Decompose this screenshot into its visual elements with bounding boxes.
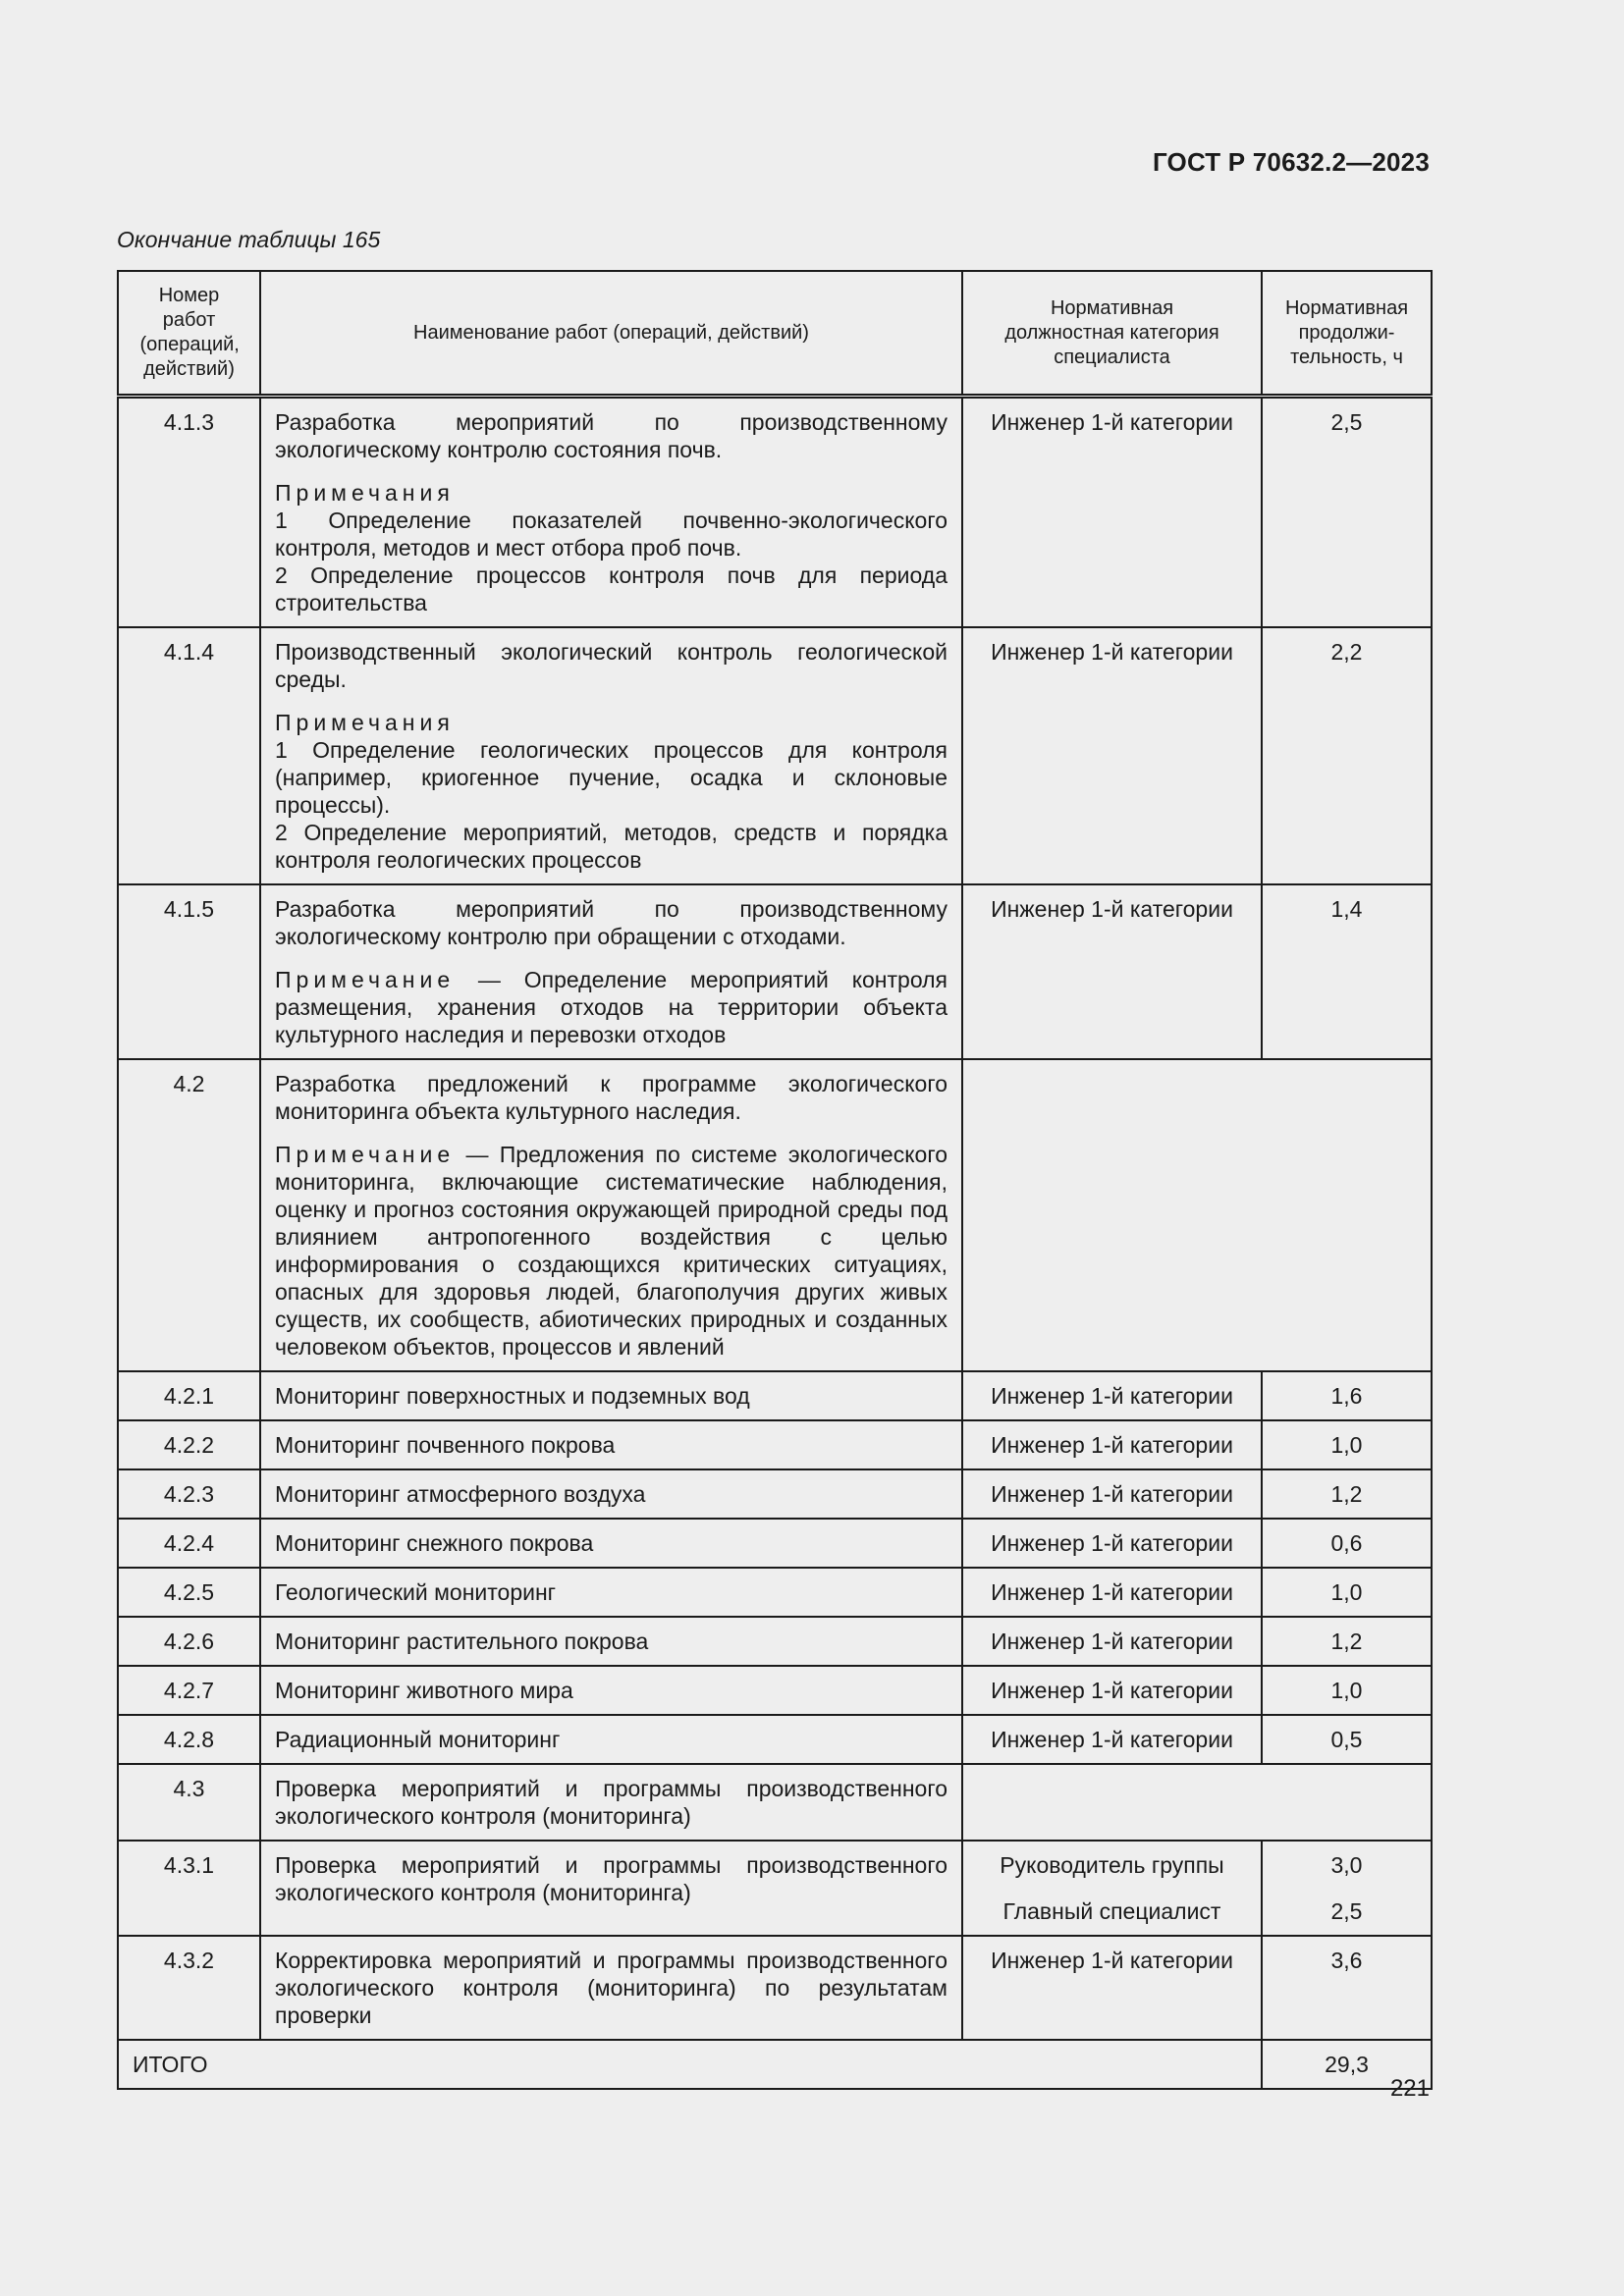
row-duration: 1,2 (1262, 1469, 1432, 1519)
column-header-number-text: Номер работ (операций, действий) (139, 285, 240, 380)
row-category: Инженер 1-й категории (962, 1715, 1262, 1764)
row-duration: 1,6 (1262, 1371, 1432, 1420)
row-category: Инженер 1-й категории (962, 1617, 1262, 1666)
note-text: — Предложения по системе экологического мониторинга, включающие систематические наблюдения, оценку и прогноз состояния окружающей природной среды под влиянием антропогенного воздействия с целью информирования о создающихся критических ситуациях, опасных для здоровья людей, благополучия других живых существ, их сообществ, абиотических природных и созданных человеком объектов, процессов и явлений (275, 1142, 947, 1360)
row-category: Инженер 1-й категории (962, 1666, 1262, 1715)
row-number: 4.3 (118, 1764, 260, 1841)
row-category: Инженер 1-й категории (962, 1519, 1262, 1568)
norms-table (117, 270, 1433, 2090)
note (275, 1141, 947, 1361)
column-header-category-text: Нормативная должностная категория специалиста (1004, 296, 1219, 368)
row-name (260, 627, 962, 884)
row-number: 4.2.3 (118, 1469, 260, 1519)
table-row-section (118, 1764, 1432, 1841)
table-row (118, 1715, 1432, 1764)
work-title: Разработка мероприятий по производственному экологическому контролю при обращении с отходами. (275, 896, 947, 949)
row-number: 4.2.5 (118, 1568, 260, 1617)
column-header-number (118, 271, 260, 397)
page-number: 221 (1389, 2075, 1430, 2102)
row-category: Инженер 1-й категории (962, 884, 1262, 1059)
note-item: 2 Определение мероприятий, методов, средств и порядка контроля геологических процессов (275, 820, 947, 873)
work-title: Производственный экологический контроль геологической среды. (275, 639, 947, 692)
total-row (118, 2040, 1432, 2089)
row-name (260, 397, 962, 628)
row-name: Радиационный мониторинг (260, 1715, 962, 1764)
column-header-duration (1262, 271, 1432, 397)
row-category (962, 1841, 1262, 1936)
row-number: 4.2.7 (118, 1666, 260, 1715)
row-duration: 2,5 (1262, 397, 1432, 628)
row-duration: 1,0 (1262, 1420, 1432, 1469)
row-number: 4.2 (118, 1059, 260, 1371)
row-number: 4.2.6 (118, 1617, 260, 1666)
row-name (260, 884, 962, 1059)
row-number: 4.1.5 (118, 884, 260, 1059)
document-id: ГОСТ Р 70632.2—2023 (1152, 147, 1430, 177)
row-number: 4.2.2 (118, 1420, 260, 1469)
row-number: 4.2.8 (118, 1715, 260, 1764)
table-row (118, 1469, 1432, 1519)
table-row (118, 1617, 1432, 1666)
table-row (118, 1420, 1432, 1469)
note (275, 966, 947, 1048)
row-number: 4.3.1 (118, 1841, 260, 1936)
column-header-name: Наименование работ (операций, действий) (260, 271, 962, 397)
row-duration: 1,0 (1262, 1568, 1432, 1617)
row-duration: 1,4 (1262, 884, 1432, 1059)
row-number: 4.2.4 (118, 1519, 260, 1568)
row-category: Инженер 1-й категории (962, 1420, 1262, 1469)
note-label: Примечания (275, 480, 455, 506)
table-row (118, 627, 1432, 884)
row-category: Инженер 1-й категории (962, 397, 1262, 628)
row-number: 4.3.2 (118, 1936, 260, 2040)
table-caption: Окончание таблицы 165 (117, 227, 381, 252)
row-name: Мониторинг почвенного покрова (260, 1420, 962, 1469)
table-row (118, 1666, 1432, 1715)
row-category: Инженер 1-й категории (962, 627, 1262, 884)
duration-line: 2,5 (1330, 1898, 1363, 1924)
work-title: Проверка мероприятий и программы производственного экологического контроля (мониторинга) (275, 1852, 947, 1905)
row-name: Мониторинг животного мира (260, 1666, 962, 1715)
table-row (118, 884, 1432, 1059)
row-name: Мониторинг атмосферного воздуха (260, 1469, 962, 1519)
row-empty-cell (962, 1764, 1432, 1841)
row-duration: 0,6 (1262, 1519, 1432, 1568)
note-item: 2 Определение процессов контроля почв для периода строительства (275, 562, 947, 615)
row-category: Инженер 1-й категории (962, 1936, 1262, 2040)
column-header-category (962, 271, 1262, 397)
row-category: Инженер 1-й категории (962, 1469, 1262, 1519)
note-label: Примечание (275, 967, 456, 992)
row-number: 4.1.3 (118, 397, 260, 628)
note-text: — Определение мероприятий контроля размещения, хранения отходов на территории объекта культурного наследия и перевозки отходов (275, 967, 947, 1047)
row-category: Инженер 1-й категории (962, 1568, 1262, 1617)
table-row (118, 1568, 1432, 1617)
row-number: 4.1.4 (118, 627, 260, 884)
row-duration: 0,5 (1262, 1715, 1432, 1764)
row-name (260, 1841, 962, 1936)
note-item: 1 Определение геологических процессов для контроля (например, криогенное пучение, осадка и склоновые процессы). (275, 737, 947, 818)
table-row-section (118, 1059, 1432, 1371)
row-name (260, 1059, 962, 1371)
category-line: Главный специалист (1002, 1898, 1221, 1924)
table-row (118, 1519, 1432, 1568)
table-row (118, 1841, 1432, 1936)
work-title: Разработка мероприятий по производственному экологическому контролю состояния почв. (275, 409, 947, 462)
row-number: 4.2.1 (118, 1371, 260, 1420)
row-duration: 1,0 (1262, 1666, 1432, 1715)
note-item: 1 Определение показателей почвенно-экологического контроля, методов и мест отбора проб почв. (275, 507, 947, 561)
work-title: Корректировка мероприятий и программы производственного экологического контроля (мониторинга) по результатам проверки (275, 1948, 947, 2028)
work-title: Разработка предложений к программе экологического мониторинга объекта культурного наследия. (275, 1071, 947, 1124)
table-row (118, 1936, 1432, 2040)
row-name: Геологический мониторинг (260, 1568, 962, 1617)
row-name: Мониторинг снежного покрова (260, 1519, 962, 1568)
total-value: 29,3 (1262, 2040, 1432, 2089)
table-row (118, 1371, 1432, 1420)
row-duration: 2,2 (1262, 627, 1432, 884)
table-row (118, 397, 1432, 628)
work-title: Проверка мероприятий и программы производственного экологического контроля (мониторинга) (275, 1776, 947, 1829)
row-name: Мониторинг поверхностных и подземных вод (260, 1371, 962, 1420)
note-label: Примечание (275, 1142, 456, 1167)
row-duration (1262, 1841, 1432, 1936)
note-label: Примечания (275, 710, 455, 735)
total-label: ИТОГО (118, 2040, 1262, 2089)
row-duration: 3,6 (1262, 1936, 1432, 2040)
row-name (260, 1936, 962, 2040)
column-header-duration-text: Нормативная продолжи-тельность, ч (1284, 296, 1409, 368)
row-duration: 1,2 (1262, 1617, 1432, 1666)
row-empty-cell (962, 1059, 1432, 1371)
category-line: Руководитель группы (1000, 1852, 1224, 1878)
row-name: Мониторинг растительного покрова (260, 1617, 962, 1666)
table-header-row (118, 271, 1432, 397)
duration-line: 3,0 (1330, 1852, 1363, 1878)
row-name (260, 1764, 962, 1841)
row-category: Инженер 1-й категории (962, 1371, 1262, 1420)
